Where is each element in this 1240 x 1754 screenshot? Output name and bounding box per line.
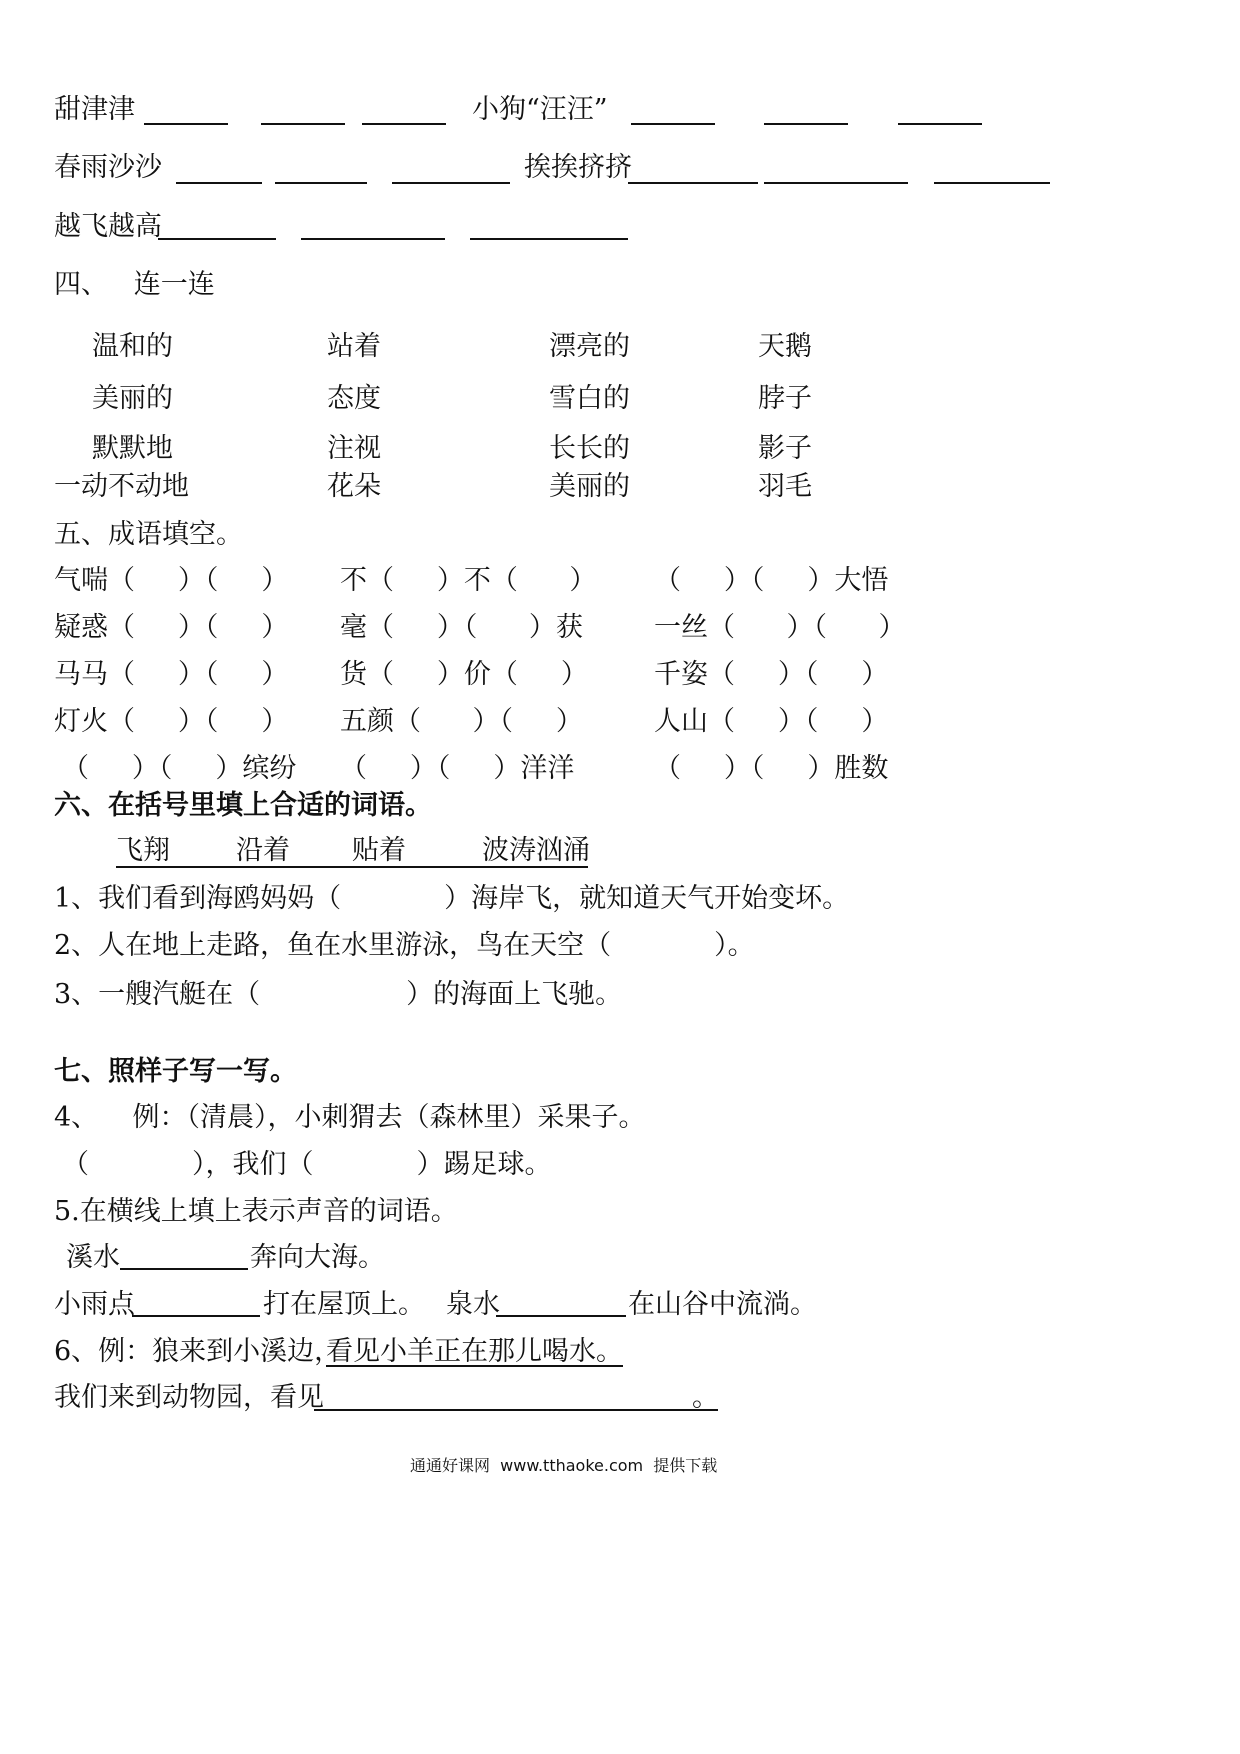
answer-blank[interactable] bbox=[176, 182, 262, 184]
idiom-item[interactable]: 五颜（ ）（ ） bbox=[340, 706, 583, 737]
match-col3-item[interactable]: 漂亮的 bbox=[549, 331, 630, 362]
idiom-item[interactable]: （ ）（ ）胜数 bbox=[654, 753, 889, 784]
answer-blank[interactable] bbox=[275, 182, 367, 184]
idiom-item[interactable]: 货（ ）价（ ） bbox=[340, 659, 588, 690]
match-col1-item[interactable]: 默默地 bbox=[92, 433, 173, 464]
match-col1-item[interactable]: 美丽的 bbox=[92, 383, 173, 414]
s3-label-chunyu: 春雨沙沙 bbox=[54, 152, 162, 183]
answer-blank[interactable] bbox=[898, 123, 982, 125]
idiom-item[interactable]: 人山（ ）（ ） bbox=[654, 706, 889, 737]
idiom-item[interactable]: 毫（ ）（ ）获 bbox=[340, 612, 583, 643]
match-col4-item[interactable]: 影子 bbox=[758, 433, 812, 464]
word-bank-item: 贴着 bbox=[352, 835, 406, 866]
match-col1-item[interactable]: 一动不动地 bbox=[54, 471, 189, 502]
s3-label-yuefei: 越飞越高 bbox=[54, 211, 162, 242]
q5-b-prefix: 小雨点 bbox=[54, 1289, 135, 1320]
match-col2-item[interactable]: 花朵 bbox=[327, 471, 381, 502]
match-col1-item[interactable]: 温和的 bbox=[92, 331, 173, 362]
match-col3-item[interactable]: 雪白的 bbox=[549, 383, 630, 414]
footer-credit: 通通好课网 www.tthaoke.com 提供下载 bbox=[410, 1456, 718, 1475]
idiom-item[interactable]: 疑惑（ ）（ ） bbox=[54, 612, 289, 643]
word-bank-item: 沿着 bbox=[236, 835, 290, 866]
idiom-item[interactable]: 一丝（ ）（ ） bbox=[654, 612, 906, 643]
question-6-2[interactable]: 2、人在地上走路，鱼在水里游泳，鸟在天空（ ）。 bbox=[54, 930, 755, 961]
idiom-item[interactable]: （ ）（ ）大悟 bbox=[654, 565, 889, 596]
idiom-item[interactable]: 气喘（ ）（ ） bbox=[54, 565, 289, 596]
sound-word-blank[interactable] bbox=[120, 1268, 248, 1270]
word-bank-item: 飞翔 bbox=[116, 835, 170, 866]
sentence-blank[interactable] bbox=[314, 1409, 718, 1411]
answer-blank[interactable] bbox=[158, 238, 276, 240]
answer-blank[interactable] bbox=[631, 123, 715, 125]
question-6-answer-prefix: 我们来到动物园，看见 bbox=[54, 1382, 324, 1413]
s3-label-aiai: 挨挨挤挤 bbox=[524, 152, 632, 183]
answer-blank[interactable] bbox=[392, 182, 510, 184]
answer-blank[interactable] bbox=[362, 123, 446, 125]
answer-blank[interactable] bbox=[261, 123, 345, 125]
sound-word-blank[interactable] bbox=[132, 1315, 260, 1317]
answer-blank[interactable] bbox=[470, 238, 628, 240]
section-4-heading: 四、 连一连 bbox=[54, 269, 215, 300]
q5-c-prefix: 泉水 bbox=[446, 1289, 500, 1320]
match-col3-item[interactable]: 美丽的 bbox=[549, 471, 630, 502]
section-7-heading: 七、照样子写一写。 bbox=[54, 1056, 297, 1087]
question-6-example-underlined: 看见小羊正在那儿喝水。 bbox=[326, 1336, 623, 1367]
match-col2-item[interactable]: 站着 bbox=[327, 331, 381, 362]
section-5-heading: 五、成语填空。 bbox=[54, 519, 243, 550]
answer-blank[interactable] bbox=[301, 238, 445, 240]
sound-word-blank[interactable] bbox=[496, 1315, 626, 1317]
idiom-item[interactable]: （ ）（ ）洋洋 bbox=[340, 753, 575, 784]
question-6-3[interactable]: 3、一艘汽艇在（ ）的海面上飞驰。 bbox=[54, 979, 623, 1010]
answer-blank[interactable] bbox=[764, 123, 848, 125]
match-col4-item[interactable]: 羽毛 bbox=[758, 471, 812, 502]
match-col4-item[interactable]: 天鹅 bbox=[758, 331, 812, 362]
idiom-item[interactable]: 不（ ）不（ ） bbox=[340, 565, 597, 596]
question-6-answer-end: 。 bbox=[692, 1382, 719, 1413]
question-4-answer[interactable]: （ ），我们（ ）踢足球。 bbox=[62, 1149, 552, 1180]
idiom-item[interactable]: 千姿（ ）（ ） bbox=[654, 659, 889, 690]
q5-c-suffix: 在山谷中流淌。 bbox=[628, 1289, 817, 1320]
s3-label-tianjinjin: 甜津津 bbox=[54, 94, 135, 125]
match-col2-item[interactable]: 态度 bbox=[327, 383, 381, 414]
q5-a-suffix: 奔向大海。 bbox=[250, 1242, 385, 1273]
match-col3-item[interactable]: 长长的 bbox=[549, 433, 630, 464]
answer-blank[interactable] bbox=[628, 182, 758, 184]
answer-blank[interactable] bbox=[144, 123, 228, 125]
idiom-item[interactable]: （ ）（ ）缤纷 bbox=[62, 753, 297, 784]
answer-blank[interactable] bbox=[934, 182, 1050, 184]
s3-label-xiaogou: 小狗“汪汪” bbox=[472, 94, 608, 125]
question-5-prompt: 5.在横线上填上表示声音的词语。 bbox=[54, 1196, 458, 1227]
word-bank-item: 波涛汹涌 bbox=[482, 835, 590, 866]
q5-b-suffix: 打在屋顶上。 bbox=[263, 1289, 425, 1320]
question-6-example-prefix: 6、例：狼来到小溪边， bbox=[54, 1336, 342, 1367]
match-col4-item[interactable]: 脖子 bbox=[758, 383, 812, 414]
match-col2-item[interactable]: 注视 bbox=[327, 433, 381, 464]
question-6-1[interactable]: 1、我们看到海鸥妈妈（ ）海岸飞，就知道天气开始变坏。 bbox=[54, 883, 850, 914]
q5-a-prefix: 溪水 bbox=[66, 1242, 120, 1273]
question-4-example: 4、 例：（清晨），小刺猬去（森林里）采果子。 bbox=[54, 1102, 646, 1133]
idiom-item[interactable]: 马马（ ）（ ） bbox=[54, 659, 289, 690]
answer-blank[interactable] bbox=[764, 182, 908, 184]
section-6-heading: 六、在括号里填上合适的词语。 bbox=[54, 790, 432, 821]
idiom-item[interactable]: 灯火（ ）（ ） bbox=[54, 706, 289, 737]
